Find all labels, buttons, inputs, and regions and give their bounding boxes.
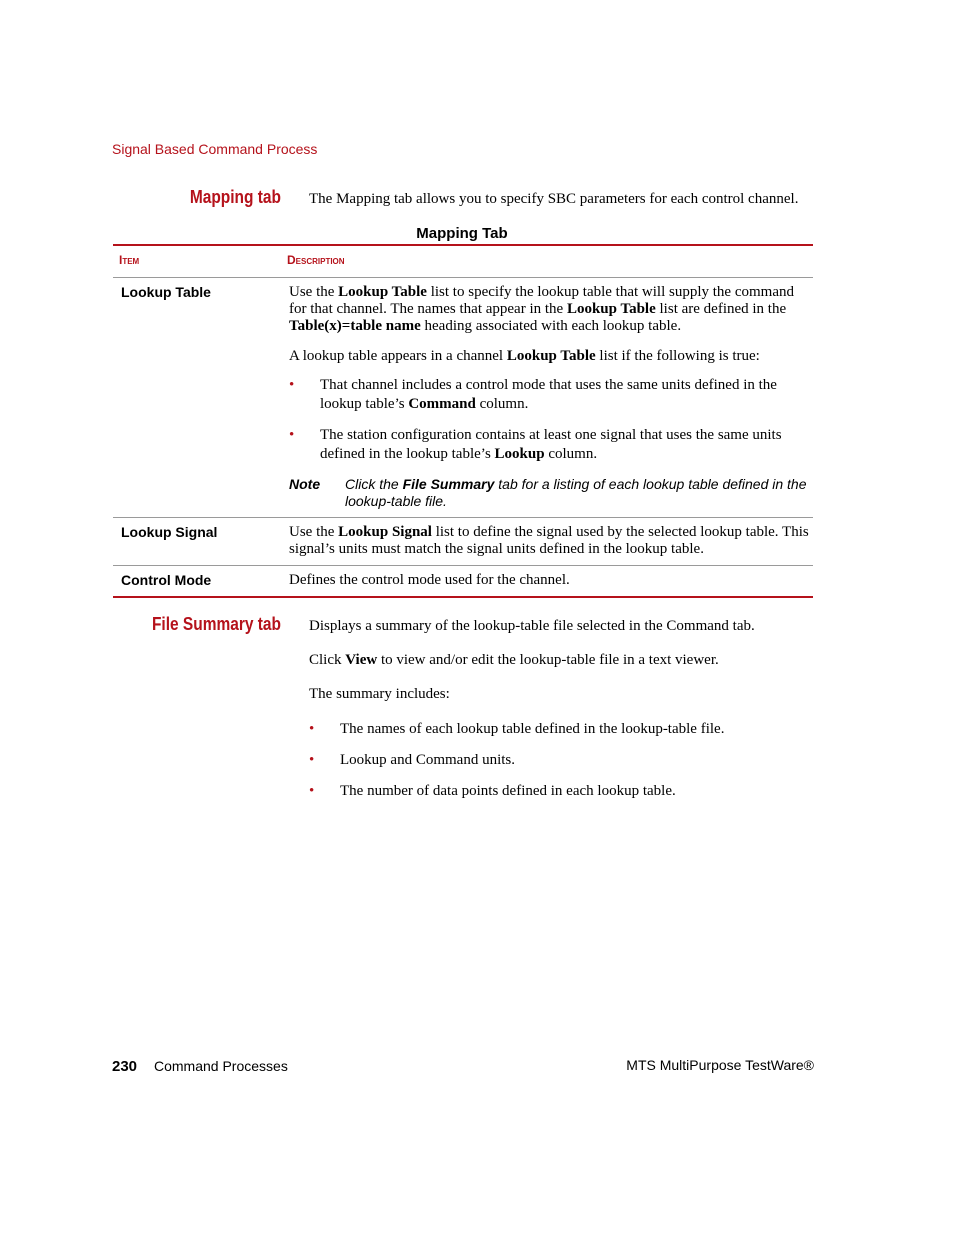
bullet-icon: • xyxy=(309,721,315,737)
row-item-lookup-signal: Lookup Signal xyxy=(121,524,218,540)
row-item-lookup-table: Lookup Table xyxy=(121,284,211,300)
row-description-control-mode: Defines the control mode used for the channel. xyxy=(289,572,570,588)
row-description-lookup-table-p2: A lookup table appears in a channel Lookup Table list if the following is true: xyxy=(289,348,760,364)
file-summary-tab-heading: File Summary tab xyxy=(151,614,281,634)
bullet-icon: • xyxy=(309,752,315,768)
bullet-icon: • xyxy=(309,783,315,799)
row-divider xyxy=(113,565,813,566)
row-description-lookup-table-p1: Use the Lookup Table list to specify the lookup table that will supply the command for that channel. The names that appear in the Lookup Table list are defined in the Table(x)=table name heading associated with each lookup table. xyxy=(289,284,794,334)
row-divider xyxy=(113,517,813,518)
mapping-tab-heading: Mapping tab xyxy=(189,187,281,207)
file-summary-p1: Displays a summary of the lookup-table file selected in the Command tab. xyxy=(309,618,755,634)
row-description-lookup-signal: Use the Lookup Signal list to define the signal used by the selected lookup table. This signal’s units must match the signal units defined in the lookup table. xyxy=(289,524,809,557)
table-title: Mapping Tab xyxy=(416,225,508,242)
column-header-item: Item xyxy=(119,253,140,267)
list-item: The station configuration contains at least one signal that uses the same units defined in the lookup table’s Lookup column. xyxy=(320,427,782,462)
bullet-icon: • xyxy=(289,427,295,443)
bullet-icon: • xyxy=(289,377,295,393)
list-item: That channel includes a control mode that uses the same units defined in the lookup table’s Command column. xyxy=(320,377,777,412)
footer-product: MTS MultiPurpose TestWare® xyxy=(626,1057,814,1073)
file-summary-p3: The summary includes: xyxy=(309,686,450,702)
table-top-rule xyxy=(113,244,813,246)
running-head: Signal Based Command Process xyxy=(112,141,318,157)
column-header-description: Description xyxy=(287,253,345,267)
note-text: Click the File Summary tab for a listing of each lookup table defined in the lookup-table file. xyxy=(345,476,807,509)
list-item: Lookup and Command units. xyxy=(340,752,515,768)
mapping-tab-intro: The Mapping tab allows you to specify SBC parameters for each control channel. xyxy=(309,191,799,207)
row-item-control-mode: Control Mode xyxy=(121,572,212,588)
header-rule xyxy=(113,277,813,278)
file-summary-p2: Click View to view and/or edit the lookup-table file in a text viewer. xyxy=(309,652,719,668)
page-number: 230 xyxy=(112,1058,138,1075)
note-label: Note xyxy=(289,476,321,492)
table-bottom-rule xyxy=(113,596,813,598)
list-item: The number of data points defined in each lookup table. xyxy=(340,783,676,799)
footer-chapter: Command Processes xyxy=(154,1058,288,1074)
list-item: The names of each lookup table defined in the lookup-table file. xyxy=(340,721,725,737)
